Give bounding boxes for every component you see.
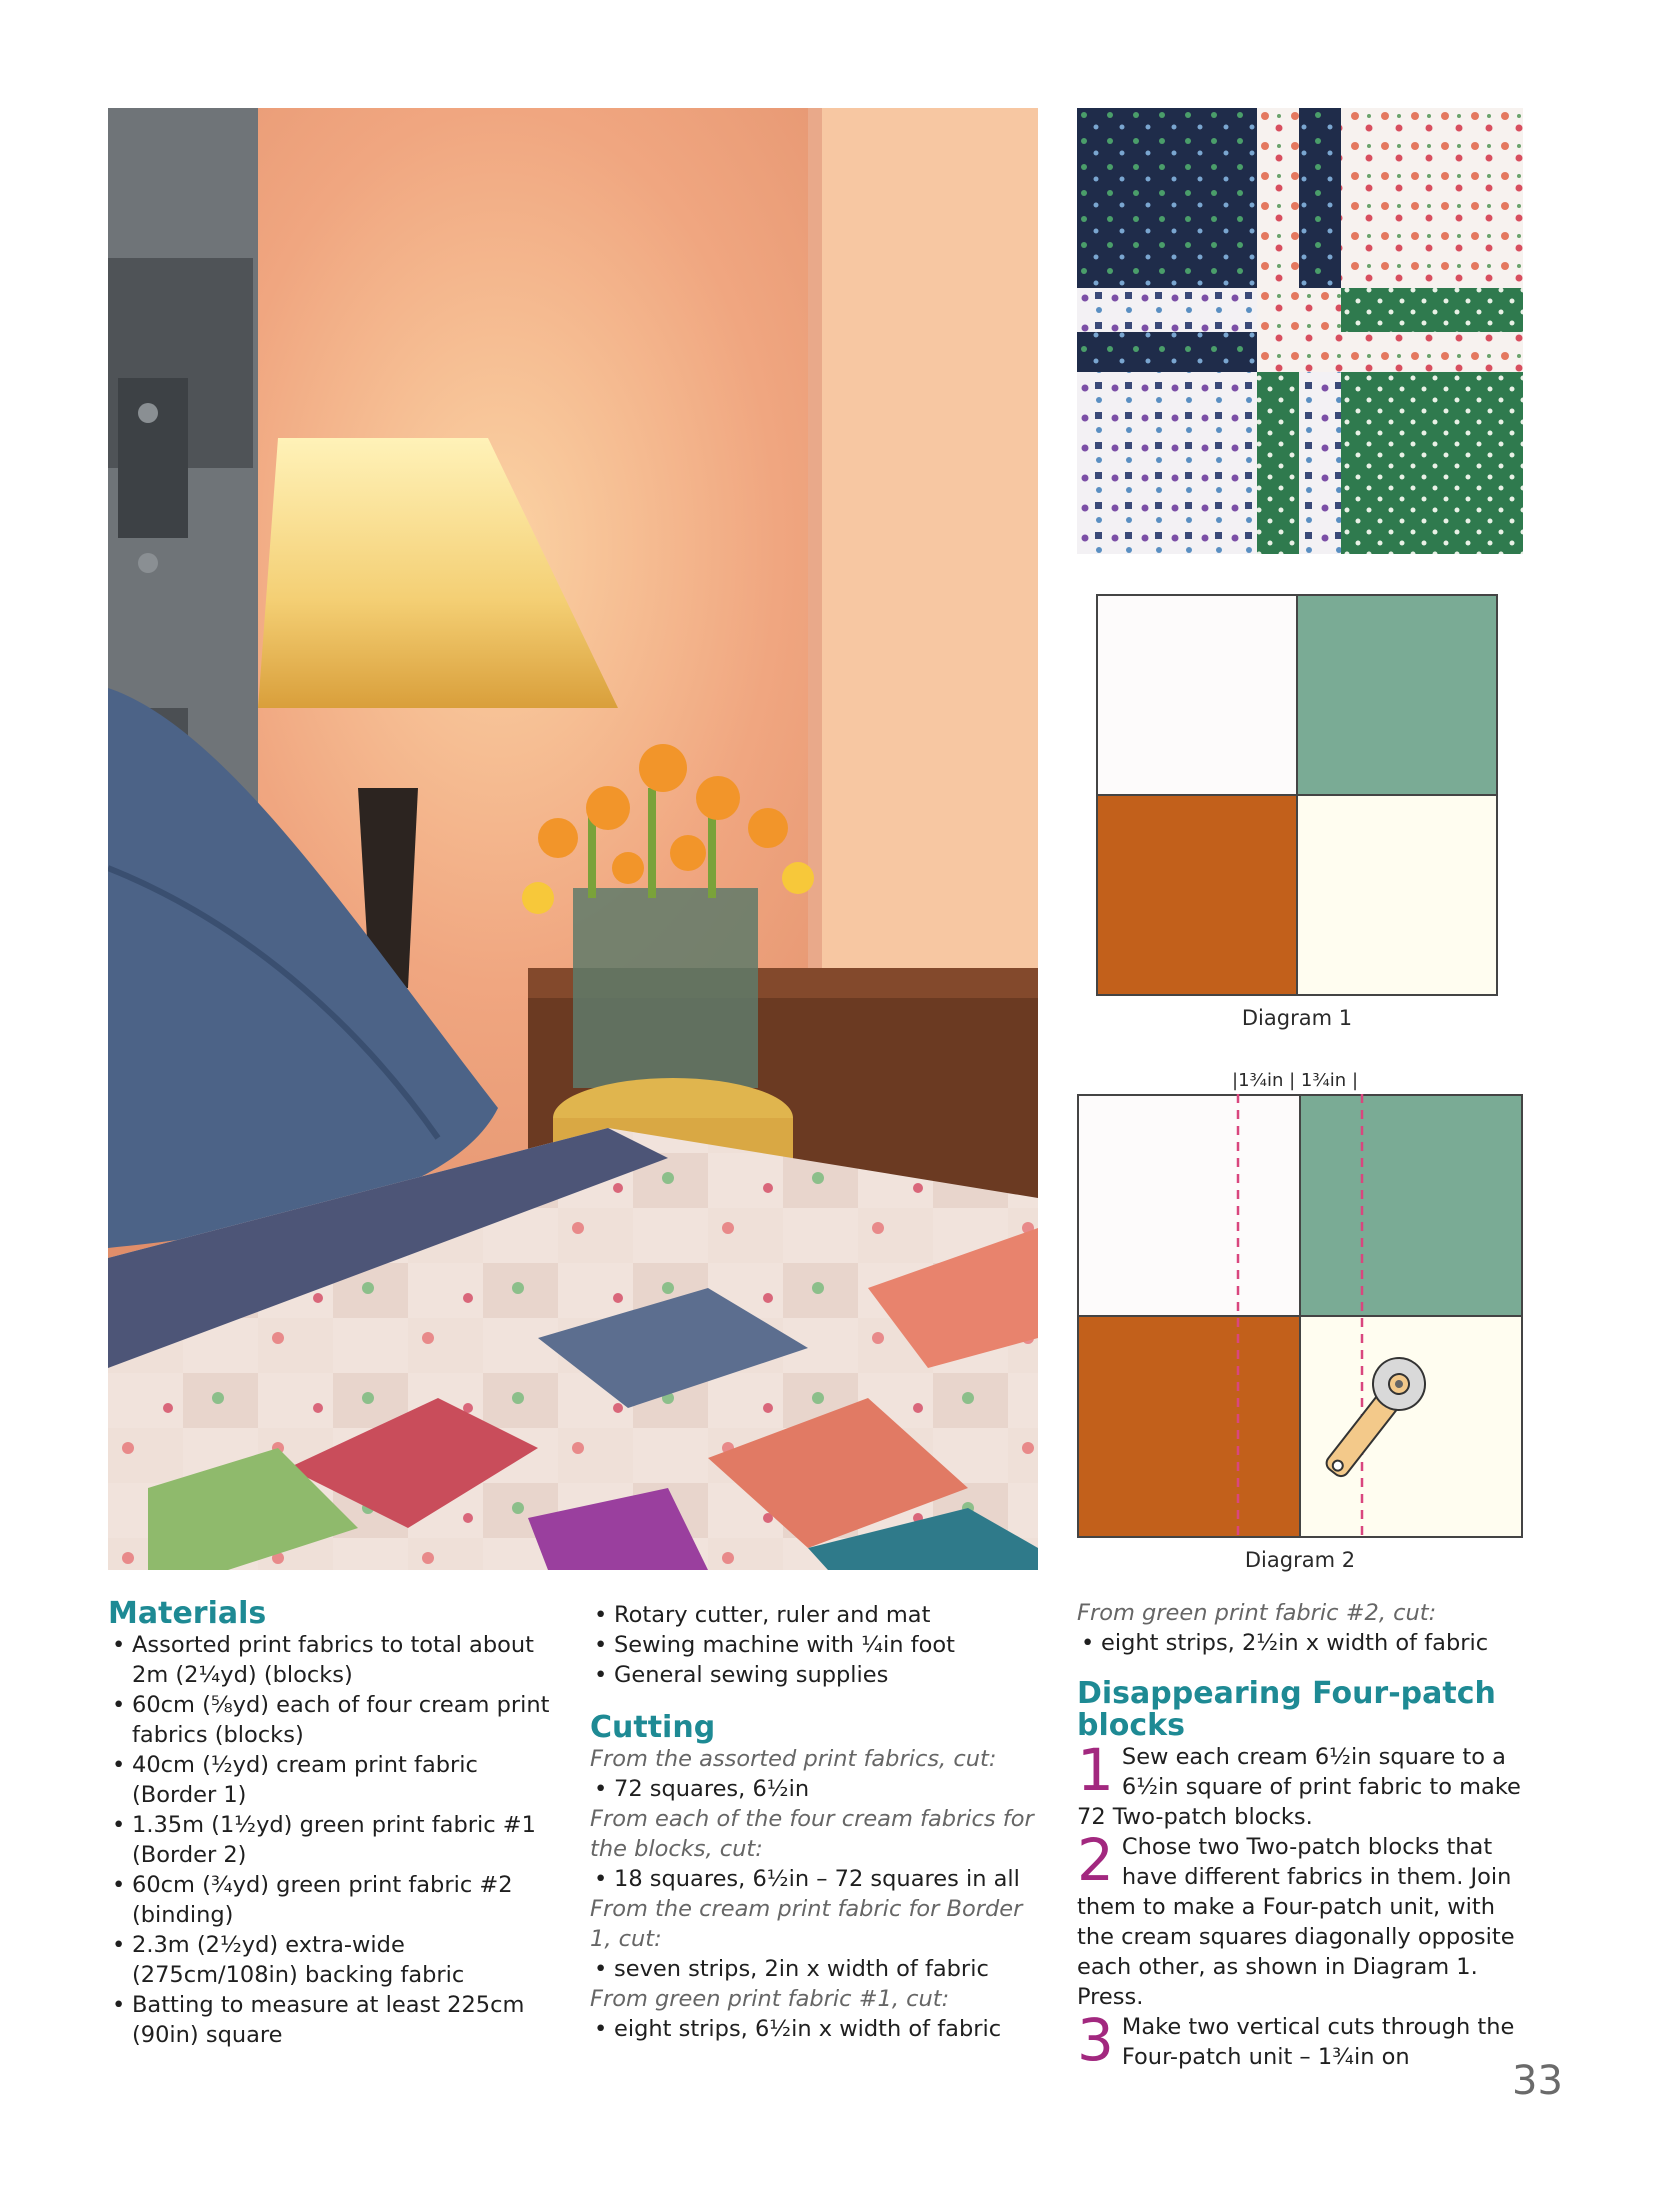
cutting-item: • eight strips, 2½in x width of fabric [1077,1628,1537,1658]
diagram-2 [1077,1094,1523,1538]
measure-divider-left: | [1232,1070,1239,1091]
step-2 [1077,1826,1537,2012]
patch-top-left [1078,1095,1300,1316]
patch-top-right [1297,595,1497,795]
diagram-1-caption: Diagram 1 [1241,1006,1353,1030]
blocks-column [1077,1598,1537,2072]
materials-list [108,1630,558,2050]
materials-item: • 2.3m (2½yd) extra-wide (275cm/108in) backing fabric [108,1930,558,1990]
cutting-list [590,1774,1040,1804]
patch-bottom-left [1078,1316,1300,1537]
cutting-item: • 18 squares, 6½in – 72 squares in all [590,1864,1040,1894]
measure-divider-right: | [1346,1070,1359,1091]
cutting-diagram [1077,1094,1523,1538]
four-patch-diagram [1096,594,1498,996]
patch-bottom-right [1297,795,1497,995]
cutting-item: • eight strips, 6½in x width of fabric [590,2014,1040,2044]
cutting-intro: From the assorted print fabrics, cut: [590,1746,997,1772]
cutting-intro: From green print fabric #1, cut: [590,1986,950,2012]
materials-item: • Rotary cutter, ruler and mat [590,1600,1040,1630]
step-text: Sew each cream 6½in square to a 6½in square of print fabric to make 72 Two-patch blocks. [1077,1744,1521,1830]
cutting-list [590,1954,1040,1984]
materials-item: • 60cm (¾yd) green print fabric #2 (binding) [108,1870,558,1930]
step-number: 3 [1077,2006,1114,2074]
materials-item: • General sewing supplies [590,1660,1040,1690]
materials-column [108,1598,558,2050]
bedroom-scene-illustration [108,108,1038,1570]
diagram-2-caption: Diagram 2 [1244,1548,1356,1572]
cutting-item: • seven strips, 2in x width of fabric [590,1954,1040,1984]
cutting-list [590,2014,1040,2044]
step-3 [1077,2006,1537,2074]
quilt-block-illustration [1077,108,1523,554]
diagram-1 [1096,594,1498,996]
materials-list-continued [590,1600,1040,1690]
materials-item: • 40cm (½yd) cream print fabric (Border 1) [108,1750,558,1810]
materials-item: • Sewing machine with ¼in foot [590,1630,1040,1660]
cutting-item: • 72 squares, 6½in [590,1774,1040,1804]
materials-heading: Materials [108,1596,267,1631]
patch-top-left [1097,595,1297,795]
measure-right: 1¾in [1300,1070,1347,1091]
cutting-intro: From the cream print fabric for Border 1, cut: [590,1896,1023,1952]
materials-item: • Assorted print fabrics to total about 2m (2¼yd) (blocks) [108,1630,558,1690]
cutting-list [1077,1628,1537,1658]
materials-item: • 1.35m (1½yd) green print fabric #1 (Border 2) [108,1810,558,1870]
cutting-column [590,1598,1040,2044]
step-1 [1077,1736,1537,1832]
step-text: Make two vertical cuts through the Four-patch unit – 1¾in on [1121,2014,1515,2070]
cutting-intro: From green print fabric #2, cut: [1077,1600,1437,1626]
measure-left: 1¾in [1238,1070,1284,1091]
patch-top-right [1300,1095,1522,1316]
materials-item: • Batting to measure at least 225cm (90in) square [108,1990,558,2050]
cutting-list [590,1864,1040,1894]
bedroom-quilt-photo [108,108,1038,1570]
materials-item: • 60cm (⅝yd) each of four cream print fabrics (blocks) [108,1690,558,1750]
cutting-intro: From each of the four cream fabrics for the blocks, cut: [590,1806,1034,1862]
cutting-heading: Cutting [590,1710,716,1745]
patch-bottom-left [1097,795,1297,995]
step-number: 2 [1077,1826,1114,1894]
step-number: 1 [1077,1736,1114,1804]
blocks-heading: Disappearing Four-patch blocks [1077,1676,1496,1743]
step-text: Chose two Two-patch blocks that have different fabrics in them. Join them to make a Four-patch unit, with the cream squares diagonally opposite each other, as shown in Diagram 1. Press. [1077,1834,1515,2010]
patch-bottom-right [1300,1316,1522,1537]
quilt-block-photo [1077,108,1523,554]
page-number: 33 [1512,2058,1563,2104]
cut-measurements [1232,1070,1362,1091]
measure-divider-mid: | [1283,1070,1301,1091]
